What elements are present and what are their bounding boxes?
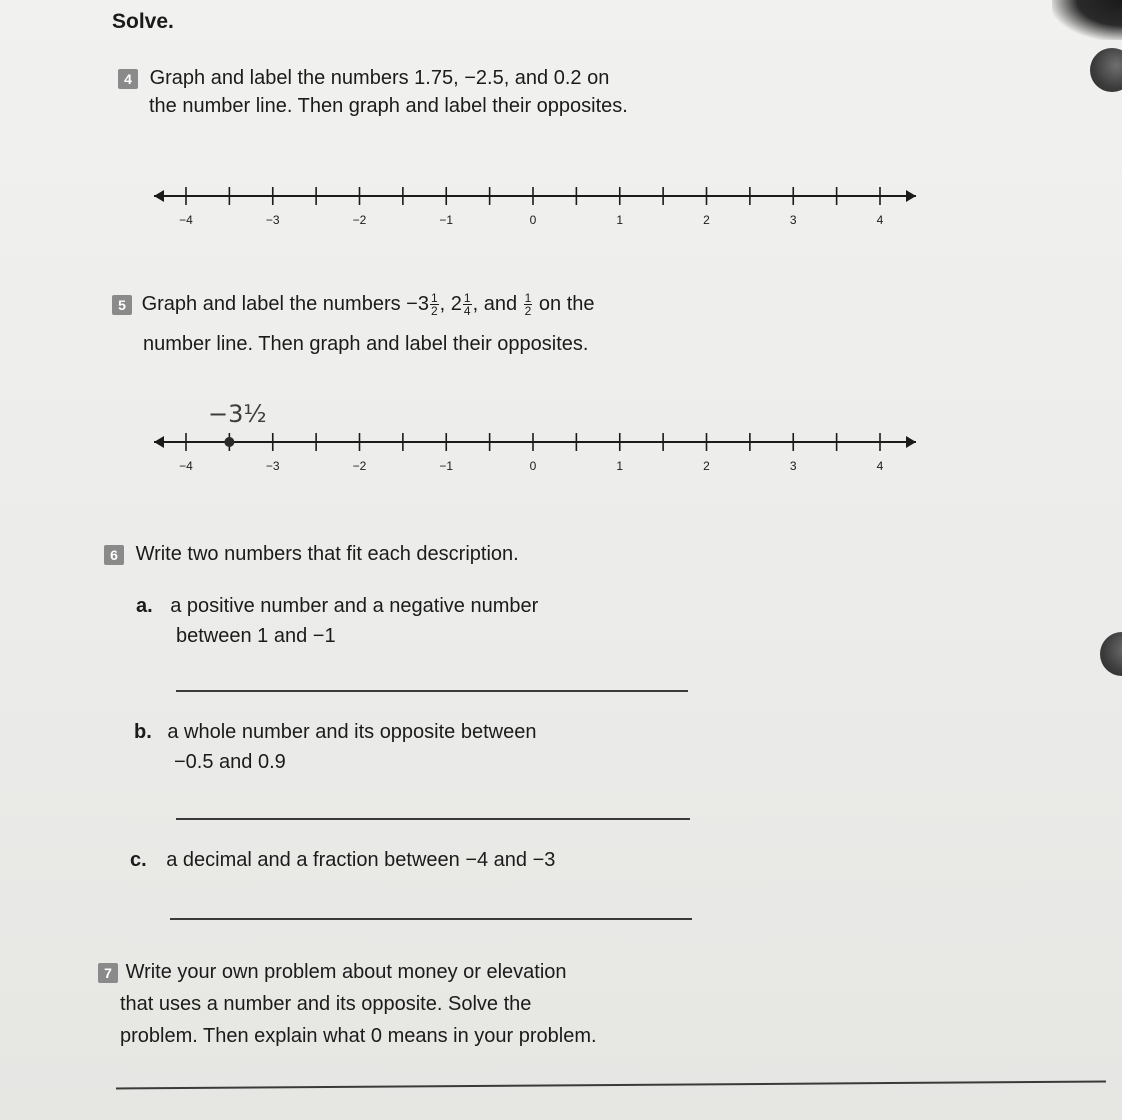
answer-line-6a[interactable] — [176, 690, 688, 692]
question-7-line2: that uses a number and its opposite. Solve the — [120, 993, 532, 1015]
nl5-tick-label: −4 — [179, 459, 193, 473]
question-6b-line2: −0.5 and 0.9 — [174, 751, 286, 773]
nl4-tick-label: −4 — [179, 213, 193, 227]
nl5-tick-label: −1 — [439, 459, 454, 473]
question-7-line1: Write your own problem about money or elevation — [125, 961, 567, 983]
nl5-tick-label: −2 — [352, 459, 367, 473]
nl5-tick-label: −3 — [265, 459, 280, 473]
question-6-number: 6 — [104, 545, 124, 565]
nl4-tick-label: 4 — [876, 213, 884, 227]
nl4-tick-label: 0 — [529, 213, 537, 227]
question-6c — [130, 846, 555, 874]
question-6b-label: b. — [134, 721, 152, 743]
question-6a-label: a. — [136, 595, 153, 617]
question-7-line3: problem. Then explain what 0 means in your problem. — [120, 1025, 597, 1047]
question-6b-line1: a whole number and its opposite between — [167, 721, 537, 743]
question-6 — [104, 540, 519, 568]
answer-line-6b[interactable] — [176, 818, 690, 820]
nl5-tick-label: 3 — [789, 459, 797, 473]
nl5-tick-label: 0 — [529, 459, 537, 473]
number-line-q5[interactable] — [150, 424, 920, 484]
fraction-one-half-a: $\frac{1}{2}$ — [430, 291, 438, 319]
question-5-number: 5 — [112, 295, 132, 315]
nl5-tick-label: 1 — [616, 459, 624, 473]
question-6-prompt: Write two numbers that fit each description. — [135, 543, 519, 565]
nl5-tick-label: 2 — [703, 459, 710, 473]
page-shadow-corner — [1052, 0, 1122, 40]
question-6c-label: c. — [130, 849, 147, 871]
nl5-tick-label: 4 — [876, 459, 884, 473]
nl5-plotted-point — [224, 437, 234, 447]
fraction-one-half-b: $\frac{1}{2}$ — [524, 291, 532, 319]
question-7 — [98, 956, 597, 1052]
question-4-number: 4 — [118, 69, 138, 89]
nl5-arrow-left — [154, 436, 164, 448]
number-line-q4[interactable] — [150, 178, 920, 238]
question-6b — [134, 718, 536, 776]
question-6a-line2: between 1 and −1 — [176, 625, 336, 647]
question-6a — [136, 592, 538, 650]
nl4-tick-label: 1 — [616, 213, 624, 227]
question-5-line2: number line. Then graph and label their opposites. — [143, 333, 589, 355]
question-7-number: 7 — [98, 963, 118, 983]
question-5-sep2: , and — [472, 293, 518, 315]
nl4-tick-label: −1 — [439, 213, 454, 227]
nl4-arrow-right — [906, 190, 916, 202]
nl4-tick-label: −3 — [265, 213, 280, 227]
nl4-tick-label: 3 — [789, 213, 797, 227]
section-heading: Solve. — [112, 10, 174, 33]
nl4-tick-label: −2 — [352, 213, 367, 227]
nl5-arrow-right — [906, 436, 916, 448]
question-5-sep1: , 2 — [439, 293, 462, 315]
question-6a-line1: a positive number and a negative number — [170, 595, 539, 617]
question-5-line1-a: Graph and label the numbers −3 — [141, 293, 429, 315]
nl4-tick-label: 2 — [703, 213, 710, 227]
question-5-line1-b: on the — [538, 293, 595, 315]
question-6c-line1: a decimal and a fraction between −4 and −3 — [166, 849, 556, 871]
fraction-one-quarter: $\frac{1}{4}$ — [463, 291, 471, 319]
question-4-line2: the number line. Then graph and label their opposites. — [149, 95, 628, 117]
handwritten-label-neg-3-half: −3½ — [208, 400, 267, 428]
answer-line-6c[interactable] — [170, 918, 692, 920]
nl4-arrow-left — [154, 190, 164, 202]
question-4-line1: Graph and label the numbers 1.75, −2.5, and 0.2 on — [149, 67, 610, 89]
question-5 — [112, 290, 595, 358]
question-4 — [118, 64, 628, 120]
